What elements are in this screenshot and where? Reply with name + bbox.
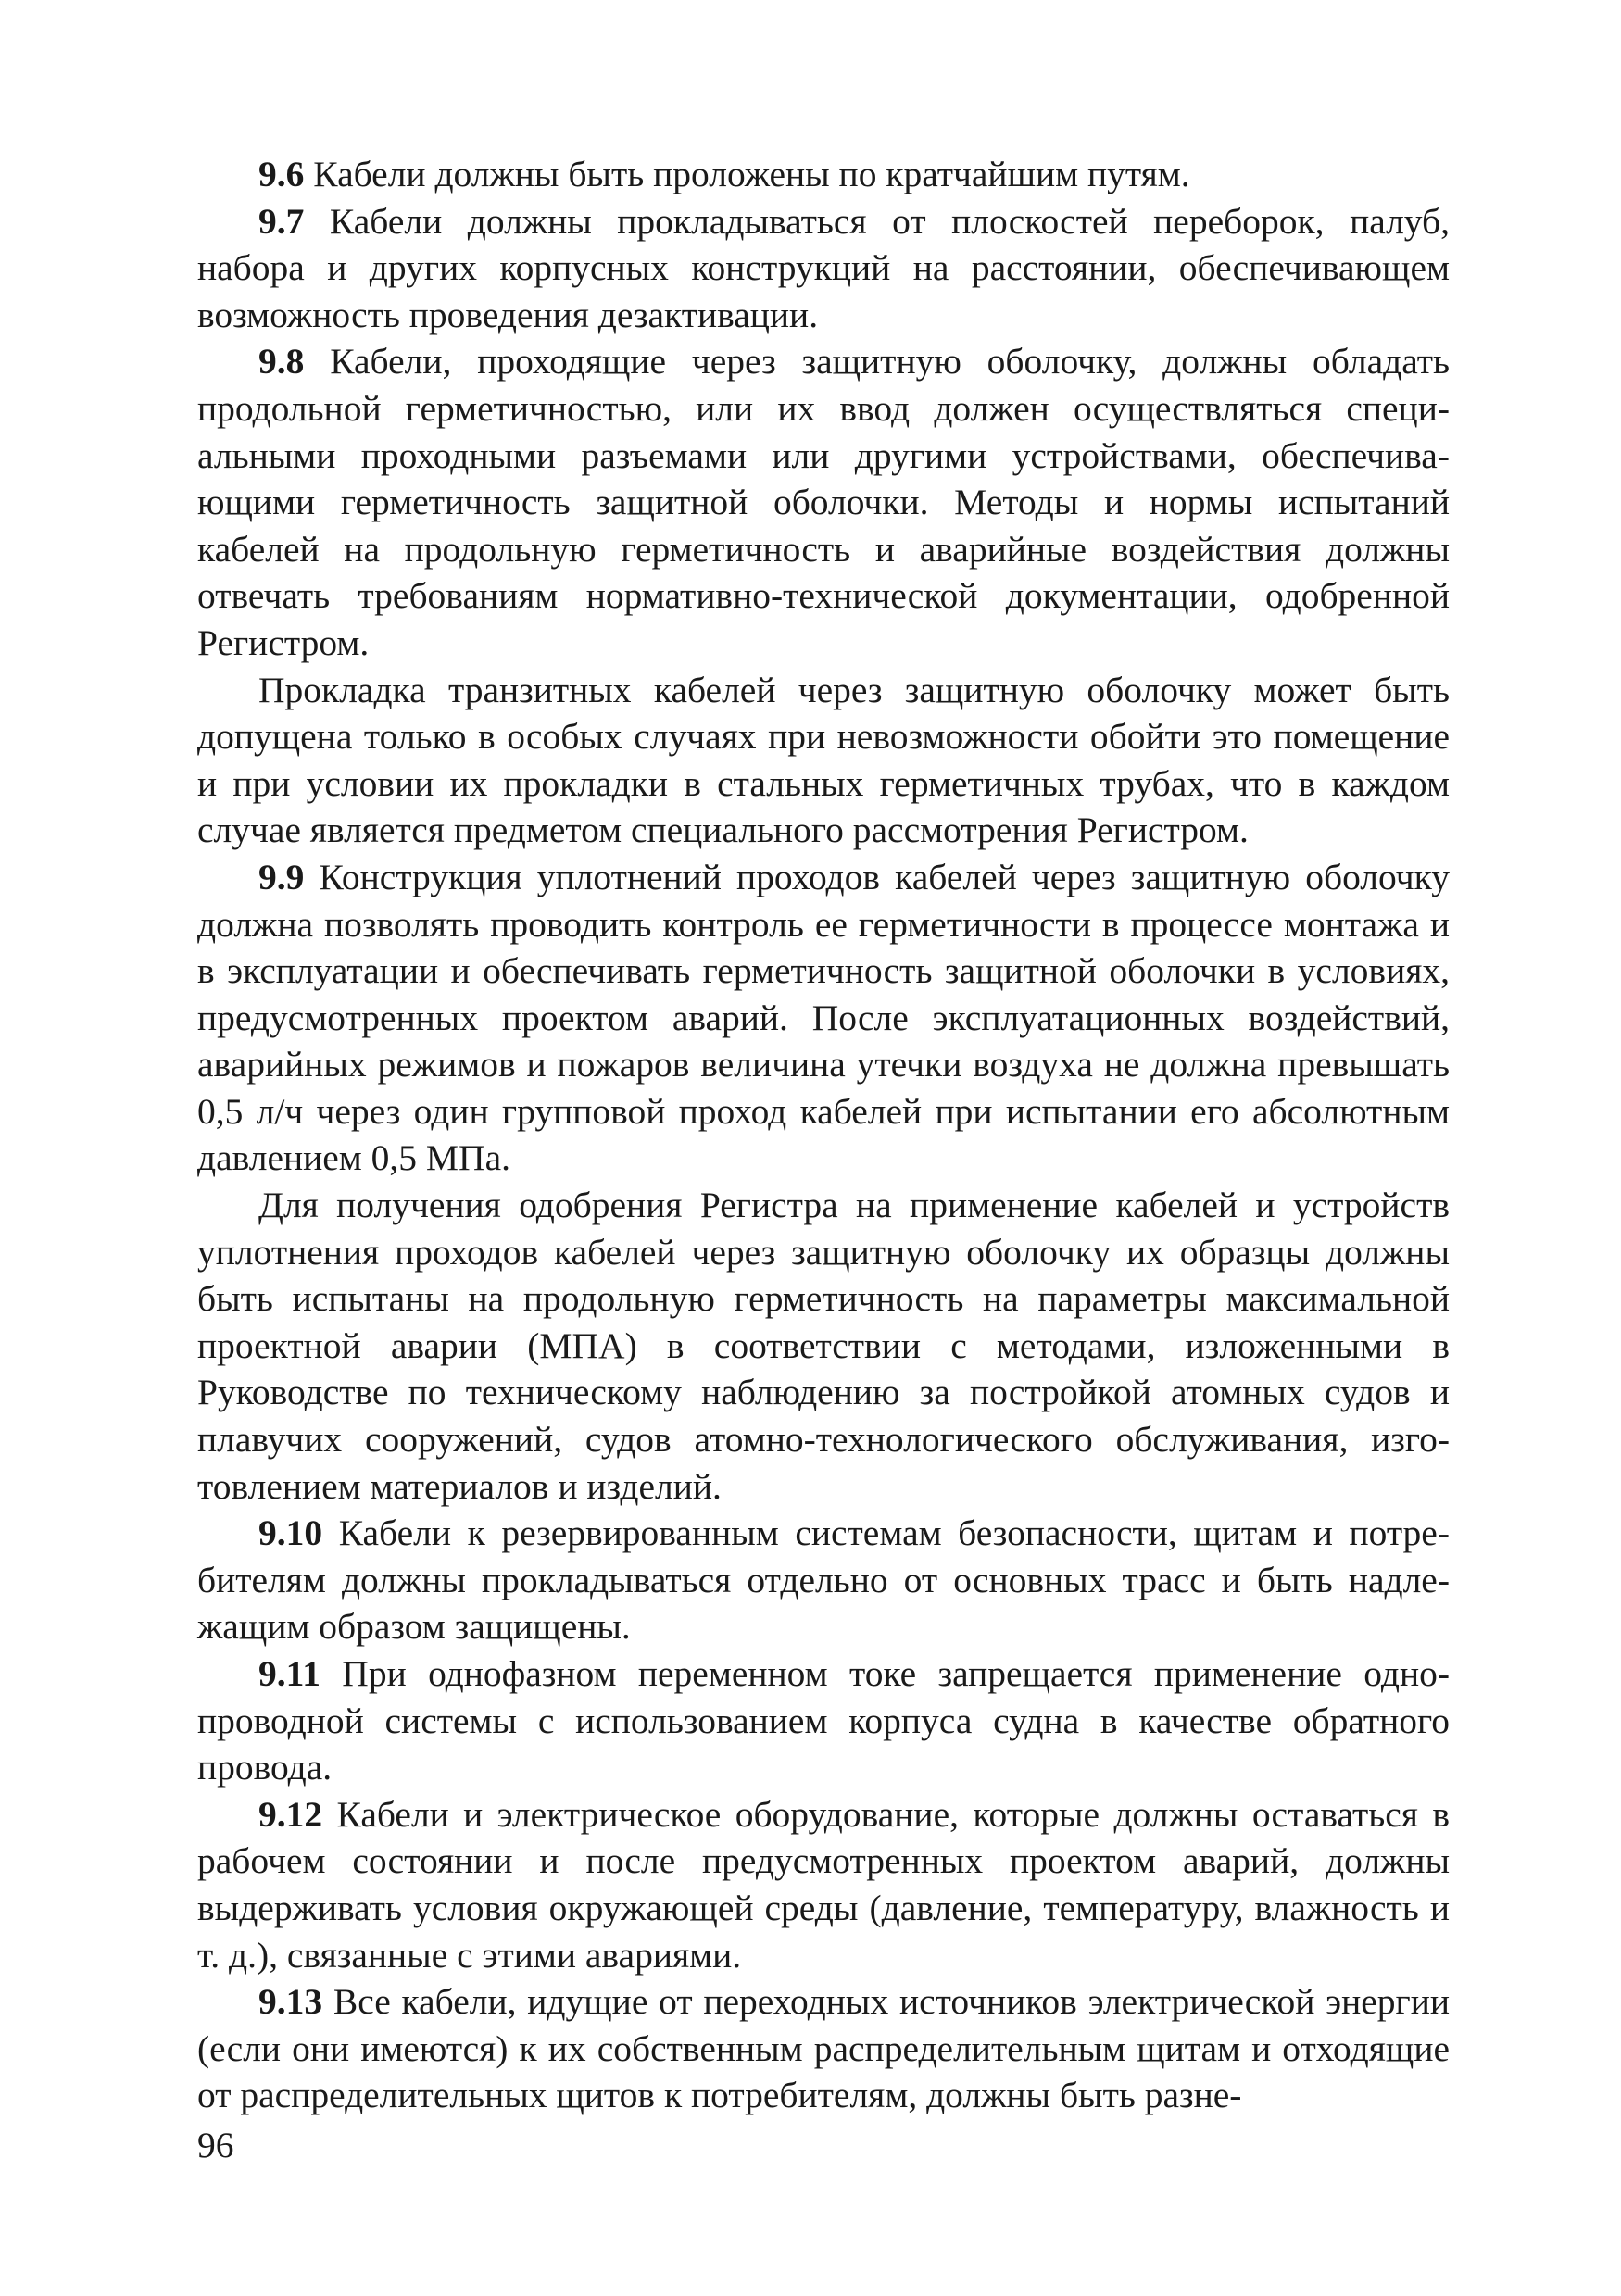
clause-number: 9.13 xyxy=(258,1981,323,2023)
paragraph-text: Кабели, проходящие через защитную оболочку, должны обладать продольной герметичностью, или их ввод должен осуществляться специальными проходными разъемами или другими устройствами, обеспечивающими герметичность защитной оболочки. Методы и нормы испытаний кабелей на продольную герметичность и аварийные воздействия должны отвечать требованиям нормативно-технической документации, одобренной Регистром. xyxy=(197,341,1450,663)
page-number: 96 xyxy=(197,2125,234,2165)
paragraph-9-10 xyxy=(197,1510,1450,1650)
clause-number: 9.8 xyxy=(258,341,305,383)
clause-number: 9.12 xyxy=(258,1793,323,1835)
clause-number: 9.7 xyxy=(258,200,305,242)
paragraph-text: Конструкция уплотнений проходов кабелей через защитную оболочку должна позволять проводить контроль ее герметичности в процессе монтажа и в эксплуатации и обеспечивать герметичность защитной оболочки в условиях, предусмотренных проектом аварий. После эксплуатационных воздействий, аварийных режимов и пожаров величина утечки воздуха не должна превышать 0,5 л/ч через один групповой проход кабелей при испытании его абсолютным давлением 0,5 МПа. xyxy=(197,856,1450,1179)
paragraph-text: Кабели и электрическое оборудование, которые должны оставаться в рабочем состоянии и после предусмотренных проектом аварий, должны выдерживать условия окружающей среды (давление, температуру, влажность и т. д.), связанные с этими авариями. xyxy=(197,1793,1450,1976)
paragraph-9-11 xyxy=(197,1650,1450,1791)
paragraph-9-9 xyxy=(197,854,1450,1182)
paragraph-9-6 xyxy=(197,151,1450,198)
paragraph-9-12 xyxy=(197,1791,1450,1978)
clause-number: 9.9 xyxy=(258,856,305,897)
paragraph-text: Кабели должны прокладываться от плоскостей переборок, палуб, набора и других корпусных конструкций на расстоянии, обеспечивающем возможность проведения дезактивации. xyxy=(197,200,1450,335)
paragraph-text: Для получения одобрения Регистра на применение кабелей и устройств уплотнения проходов кабелей через защитную оболочку их образцы должны быть испытаны на продольную герметичность на параметры максимальной проектной аварии (МПА) в соответствии с методами, изложенными в Руководстве по техническому наблюдению за постройкой атомных судов и плавучих сооружений, судов атомно-технологического обслуживания, изготовлением материалов и изделий. xyxy=(197,1185,1450,1507)
paragraph-9-7 xyxy=(197,198,1450,339)
paragraph-9-13 xyxy=(197,1978,1450,2119)
paragraph-text: При однофазном переменном токе запрещается применение однопроводной системы с использованием корпуса судна в качестве обратного провода. xyxy=(197,1653,1450,1788)
paragraph-9-8 xyxy=(197,338,1450,666)
paragraph-text: Кабели к резервированным системам безопасности, щитам и потребителям должны прокладываться отдельно от основных трасс и быть надлежащим образом защищены. xyxy=(197,1512,1450,1648)
paragraph-9-8-transit xyxy=(197,667,1450,854)
clause-number: 9.11 xyxy=(258,1653,320,1694)
paragraph-text: Все кабели, идущие от переходных источников электрической энергии (если они имеются) к их собственным распределительным щитам и отходящие от распределительных щитов к потребителям, должны быть разне- xyxy=(197,1981,1450,2116)
paragraph-9-9-approval xyxy=(197,1182,1450,1510)
clause-number: 9.6 xyxy=(258,154,305,194)
clause-number: 9.10 xyxy=(258,1512,323,1554)
paragraph-text: Прокладка транзитных кабелей через защитную оболочку может быть допущена только в особых случаях при невозможности обойти это помещение и при условии их прокладки в стальных герметичных трубах, что в каждом случае является предметом специального рассмотрения Регистром. xyxy=(197,669,1450,851)
paragraph-text: Кабели должны быть проложены по кратчайшим путям. xyxy=(304,154,1190,194)
document-body xyxy=(197,151,1450,2119)
